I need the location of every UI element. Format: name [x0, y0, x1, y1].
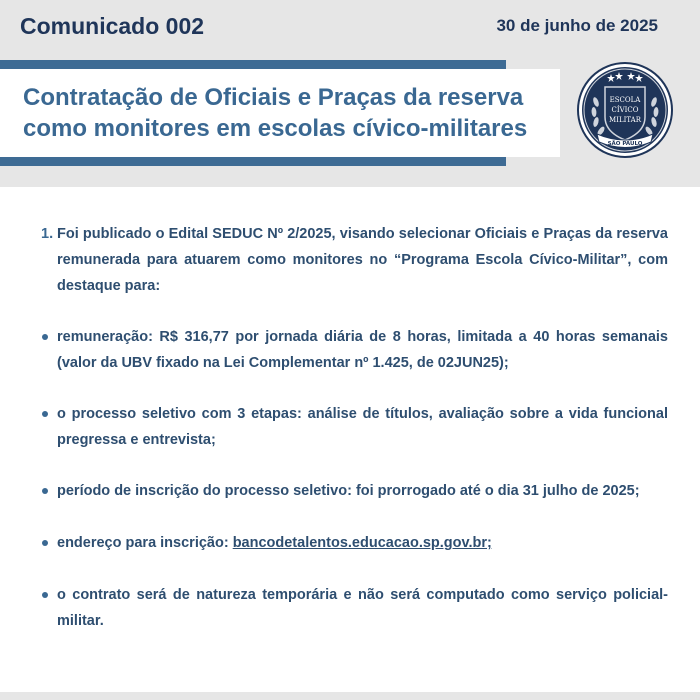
- svg-text:ESCOLA: ESCOLA: [609, 96, 641, 104]
- svg-text:CÍVICO: CÍVICO: [611, 106, 639, 114]
- publication-date: 30 de junho de 2025: [496, 16, 658, 35]
- bullet-item-processo-seletivo: [57, 401, 668, 453]
- escola-civico-militar-seal-icon: [577, 62, 673, 158]
- svg-text:MILITAR: MILITAR: [609, 116, 641, 124]
- registration-link[interactable]: bancodetalentos.educacao.sp.gov.br;: [232, 535, 492, 551]
- bullet-item-remuneracao: [57, 324, 668, 376]
- bullet-icon: [42, 488, 48, 494]
- title-line-2: como monitores em escolas cívico-militares: [23, 115, 528, 142]
- bullet-text: remuneração: R$ 316,77 por jornada diária de 8 horas, limitada a 40 horas semanais (valor da UBV fixado na Lei Complementar nº 1.425, de 02JUN25);: [57, 329, 668, 371]
- numbered-item-1: [41, 221, 668, 299]
- title-stripe-bottom: [0, 157, 506, 166]
- item-text: Foi publicado o Edital SEDUC Nº 2/2025, visando selecionar Oficiais e Praças da reserva remunerada para atuarem como monitores no “Programa Escola Cívico-Militar”, com destaque para:: [57, 226, 668, 294]
- bullet-icon: [42, 592, 48, 598]
- bullet-item-periodo-inscricao: [57, 478, 668, 504]
- svg-text:SÃO PAULO: SÃO PAULO: [607, 141, 643, 147]
- bullet-icon: [42, 334, 48, 340]
- bullet-item-contrato: [57, 582, 668, 634]
- bullet-icon: [42, 411, 48, 417]
- bullet-text: o contrato será de natureza temporária e não será computado como serviço policial-militar.: [57, 587, 668, 629]
- comunicado-number: Comunicado 002: [20, 13, 205, 39]
- title-box: [0, 69, 560, 157]
- footer-band: [0, 692, 700, 700]
- content-area: [0, 187, 700, 692]
- item-number: 1.: [41, 226, 54, 242]
- title-stripe-top: [0, 60, 506, 69]
- bullet-text: o processo seletivo com 3 etapas: análise de títulos, avaliação sobre a vida funcional pregressa e entrevista;: [57, 406, 668, 448]
- bullet-text: período de inscrição do processo seletivo: foi prorrogado até o dia 31 julho de 2025;: [57, 483, 640, 499]
- bullet-item-endereco: [57, 530, 668, 556]
- bullet-icon: [42, 540, 48, 546]
- title-line-1: Contratação de Oficiais e Praças da reserva: [23, 84, 524, 111]
- address-label: endereço para inscrição:: [57, 535, 233, 551]
